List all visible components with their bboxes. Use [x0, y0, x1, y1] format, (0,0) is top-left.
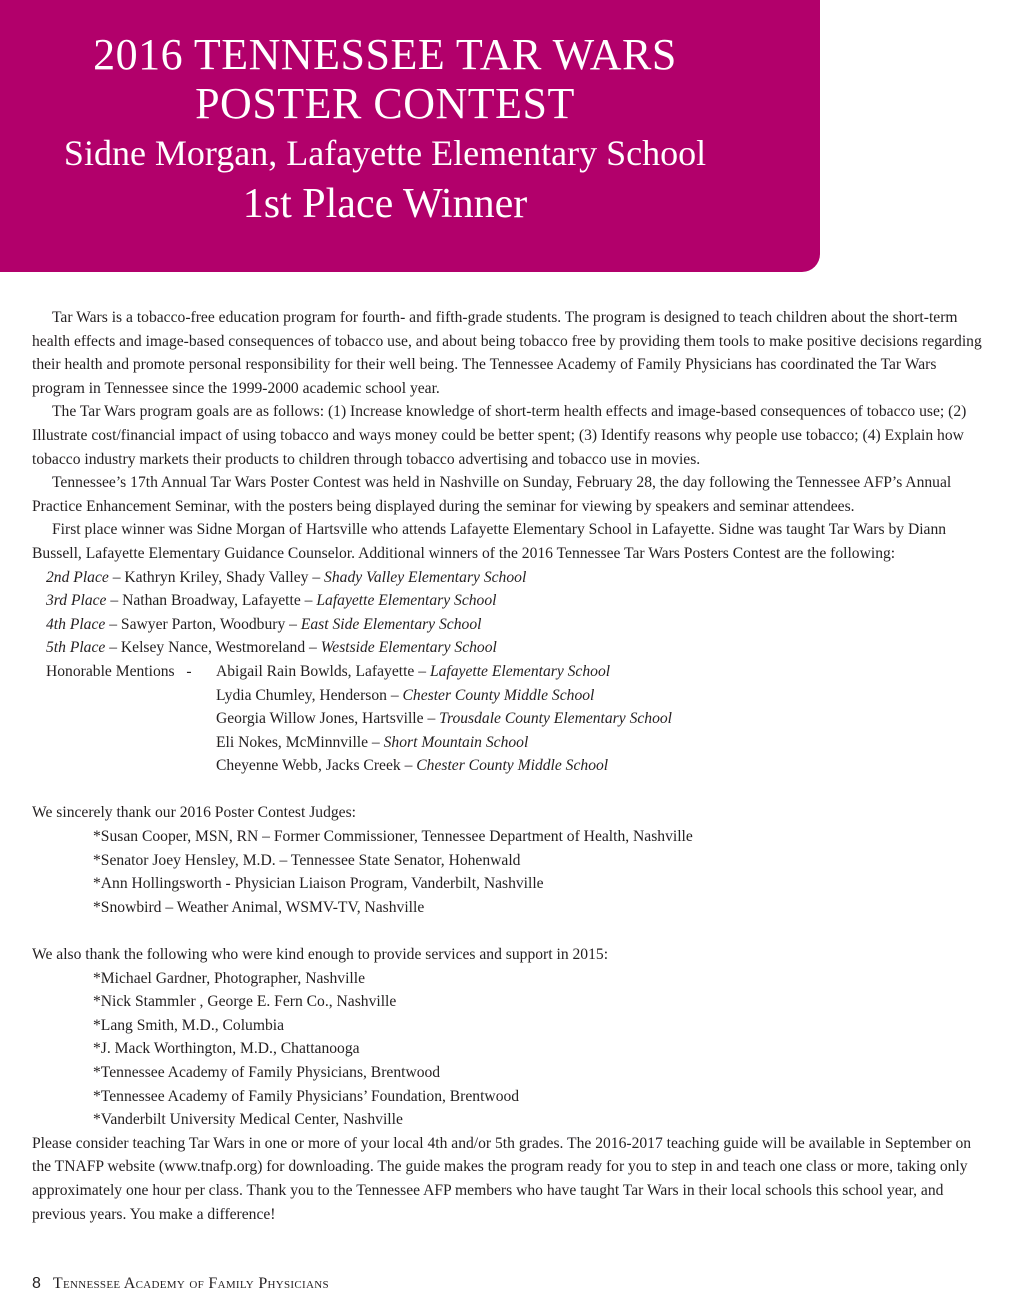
honorable-entry: Cheyenne Webb, Jacks Creek – Chester County Middle School: [216, 757, 609, 775]
entry-school: Lafayette Elementary School: [429, 662, 611, 680]
entry-name: Eli Nokes, McMinnville: [216, 733, 369, 751]
entry-name: Georgia Willow Jones, Hartsville: [216, 710, 424, 728]
place-row: 2nd Place – Kathryn Kriley, Shady Valley – Shady Valley Elementary School: [46, 568, 527, 586]
paragraph-winner: First place winner was Sidne Morgan of Hartsville who attends Lafayette Elementary School in Lafayette. Sidne was taught Tar Wars by Diann Bussell, Lafayette Elementary Guidance Counselor. Additional winners of the 2016 Tennessee Tar Wars Posters Contest are the following:: [32, 521, 947, 562]
honorable-entry: Lydia Chumley, Henderson – Chester County Middle School: [216, 686, 595, 704]
closing-paragraph: Please consider teaching Tar Wars in one or more of your local 4th and/or 5th grades. The 2016-2017 teaching guide will be available in September on the TNAFP website (www.tnafp.org) for downloading. The guide makes the program ready for you to step in and teach one class or more, taking only approximately one hour per class. Thank you to the Tennessee AFP members who have taught Tar Wars in their local schools this school year, and previous years. You make a difference!: [32, 1134, 972, 1223]
entry-name: Abigail Rain Bowlds, Lafayette: [216, 662, 415, 680]
honorable-mentions: [32, 660, 992, 778]
supporter-item: *Tennessee Academy of Family Physicians, Brentwood: [93, 1064, 441, 1081]
spacer: [32, 919, 992, 943]
place-school: Westside Elementary School: [320, 639, 497, 657]
place-row: 3rd Place – Nathan Broadway, Lafayette – Lafayette Elementary School: [46, 592, 497, 610]
supporter-item: *Michael Gardner, Photographer, Nashville: [93, 969, 365, 987]
supporter-item: *J. Mack Worthington, M.D., Chattanooga: [93, 1040, 360, 1058]
title-line-1: 2016 TENNESSEE TAR WARS: [93, 30, 677, 79]
place-label: 4th Place: [46, 615, 106, 633]
entry-name: Lydia Chumley, Henderson: [216, 686, 387, 704]
place-school: East Side Elementary School: [300, 615, 482, 633]
place-name: Kathryn Kriley, Shady Valley: [124, 568, 309, 586]
entry-school: Chester County Middle School: [416, 757, 609, 775]
entry-school: Chester County Middle School: [402, 686, 595, 704]
title-line-2: POSTER CONTEST: [195, 79, 575, 128]
supporter-item: *Nick Stammler , George E. Fern Co., Nashville: [93, 993, 397, 1011]
place-school: Lafayette Elementary School: [316, 592, 497, 610]
judges-intro: We sincerely thank our 2016 Poster Contest Judges:: [32, 804, 356, 822]
supporters-list: [32, 967, 992, 1132]
honorable-list: [216, 660, 672, 778]
paragraph-contest: Tennessee’s 17th Annual Tar Wars Poster Contest was held in Nashville on Sunday, February 28, the day following the Tennessee AFP’s Annual Practice Enhancement Seminar, with the posters being displayed during the seminar for viewing by speakers and seminar attendees.: [32, 474, 952, 515]
honorable-entry: Abigail Rain Bowlds, Lafayette – Lafayette Elementary School: [216, 662, 611, 680]
place-label: 3rd Place: [46, 592, 107, 610]
judge-item: *Snowbird – Weather Animal, WSMV-TV, Nashville: [93, 898, 425, 916]
winner-label: 1st Place Winner: [242, 181, 528, 227]
honorable-entry: Eli Nokes, McMinnville – Short Mountain School: [216, 733, 529, 751]
footer-org: Tennessee Academy of Family Physicians: [52, 1275, 329, 1292]
paragraph-goals: The Tar Wars program goals are as follows: (1) Increase knowledge of short-term health effects and image-based consequences of tobacco use; (2) Illustrate cost/financial impact of using tobacco and ways money could be better spent; (3) Identify reasons why people use tobacco; (4) Explain how tobacco industry markets their products to children through tobacco advertising and tobacco use in movies.: [32, 403, 967, 468]
spacer: [32, 778, 992, 802]
page-number: 8: [32, 1275, 41, 1292]
entry-name: Cheyenne Webb, Jacks Creek: [216, 757, 401, 775]
article-body: [32, 306, 992, 1226]
entry-school: Trousdale County Elementary School: [439, 710, 673, 728]
paragraph-intro: Tar Wars is a tobacco-free education program for fourth- and fifth-grade students. The program is designed to teach children about the short-term health effects and image-based consequences of tobacco use, and about being tobacco free by providing them tools to make positive decisions regarding their health and promote personal responsibility for their well being. The Tennessee Academy of Family Physicians has coordinated the Tar Wars program in Tennessee since the 1999-2000 academic school year.: [32, 309, 982, 397]
place-name: Nathan Broadway, Lafayette: [122, 592, 301, 610]
place-row: 4th Place – Sawyer Parton, Woodbury – East Side Elementary School: [46, 615, 482, 633]
place-name: Sawyer Parton, Woodbury: [120, 615, 286, 633]
place-name: Kelsey Nance, Westmoreland: [120, 639, 306, 657]
judges-list: [32, 825, 992, 919]
place-row: 5th Place – Kelsey Nance, Westmoreland – Westside Elementary School: [46, 639, 497, 657]
supporter-item: *Lang Smith, M.D., Columbia: [93, 1016, 285, 1034]
supporter-item: *Vanderbilt University Medical Center, Nashville: [93, 1111, 403, 1129]
supporters-intro: We also thank the following who were kind enough to provide services and support in 2015:: [32, 946, 609, 964]
winner-name: Sidne Morgan, Lafayette Elementary School: [63, 133, 707, 173]
title-banner: [0, 0, 820, 272]
page-footer: [32, 1275, 329, 1293]
place-label: 5th Place: [46, 639, 106, 657]
judge-item: *Ann Hollingsworth - Physician Liaison Program, Vanderbilt, Nashville: [93, 875, 544, 893]
place-school: Shady Valley Elementary School: [324, 568, 527, 586]
judge-item: *Susan Cooper, MSN, RN – Former Commissioner, Tennessee Department of Health, Nashville: [93, 828, 693, 846]
judge-item: *Senator Joey Hensley, M.D. – Tennessee State Senator, Hohenwald: [93, 851, 521, 869]
supporter-item: *Tennessee Academy of Family Physicians’ Foundation, Brentwood: [93, 1087, 520, 1105]
place-label: 2nd Place: [46, 568, 109, 586]
honorable-entry: Georgia Willow Jones, Hartsville – Trousdale County Elementary School: [216, 710, 673, 728]
honorable-label: Honorable Mentions -: [46, 662, 192, 680]
entry-school: Short Mountain School: [383, 733, 529, 751]
